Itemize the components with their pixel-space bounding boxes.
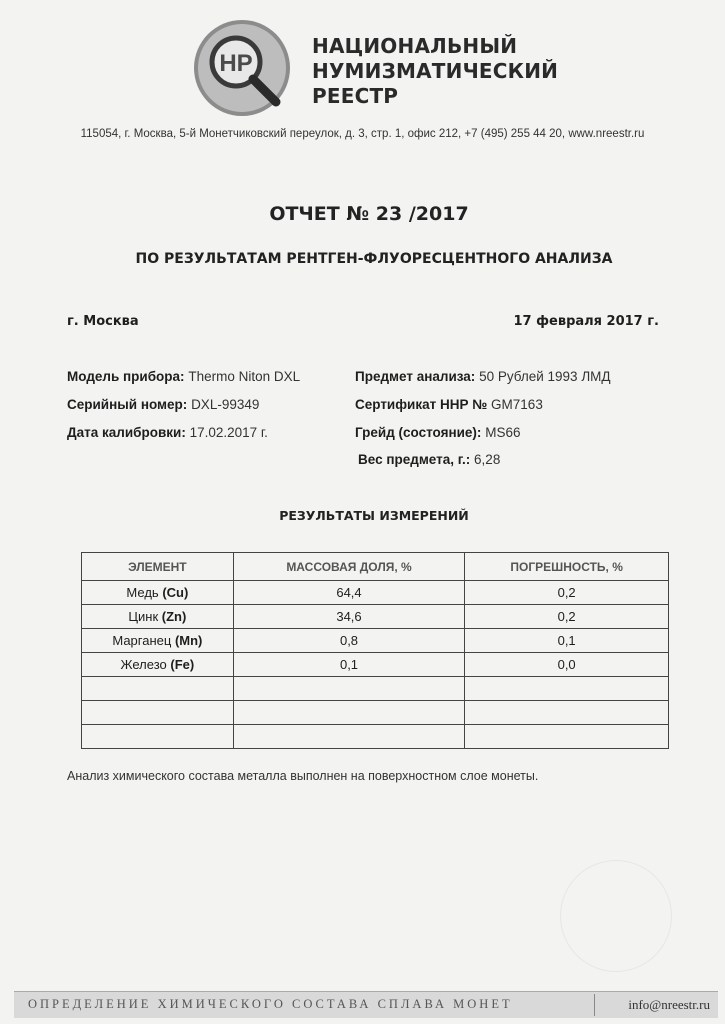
analysis-note: Анализ химического состава металла выполнен на поверхностном слое монеты. <box>67 769 539 783</box>
element-symbol: (Zn) <box>161 609 187 624</box>
serial-field <box>67 397 259 412</box>
subject-field <box>355 369 611 384</box>
column-header: ЭЛЕМЕНТ <box>82 553 234 581</box>
field-label: Сертификат ННР № <box>355 397 488 412</box>
device-model-field <box>67 369 300 384</box>
mass-cell: 34,6 <box>233 605 465 629</box>
element-cell <box>82 629 234 653</box>
element-cell <box>82 653 234 677</box>
empty-cell <box>233 701 465 725</box>
error-cell: 0,1 <box>465 629 669 653</box>
mass-cell: 0,1 <box>233 653 465 677</box>
report-city: г. Москва <box>67 314 139 329</box>
field-value: MS66 <box>485 425 521 440</box>
footer-bar <box>14 991 718 1018</box>
element-cell <box>82 581 234 605</box>
footer-tagline: ОПРЕДЕЛЕНИЕ ХИМИЧЕСКОГО СОСТАВА СПЛАВА МОНЕТ <box>28 997 513 1011</box>
org-name <box>312 34 558 109</box>
element-name: Цинк <box>128 609 159 624</box>
grade-field <box>355 425 520 440</box>
footer-divider <box>594 994 595 1016</box>
element-name: Марганец <box>112 633 172 648</box>
empty-cell <box>465 701 669 725</box>
element-cell <box>82 605 234 629</box>
field-value: 6,28 <box>474 452 501 467</box>
empty-row <box>82 725 669 749</box>
field-label: Модель прибора: <box>67 369 185 384</box>
calibration-field <box>67 425 268 440</box>
table-row <box>82 581 669 605</box>
org-name-line: РЕЕСТР <box>312 84 399 108</box>
empty-cell <box>465 725 669 749</box>
embossed-seal <box>560 860 672 972</box>
org-address: 115054, г. Москва, 5-й Монетчиковский переулок, д. 3, стр. 1, офис 212, +7 (495) 255 44 20, www.nreestr.ru <box>80 128 645 140</box>
report-subtitle: ПО РЕЗУЛЬТАТАМ РЕНТГЕН-ФЛУОРЕСЦЕНТНОГО АНАЛИЗА <box>135 251 613 267</box>
error-cell: 0,2 <box>465 581 669 605</box>
field-label: Грейд (состояние): <box>355 425 482 440</box>
table-row <box>82 629 669 653</box>
empty-cell <box>82 677 234 701</box>
certificate-field <box>355 397 543 412</box>
mass-cell: 64,4 <box>233 581 465 605</box>
empty-cell <box>82 701 234 725</box>
org-name-line: НАЦИОНАЛЬНЫЙ <box>312 34 518 58</box>
element-symbol: (Cu) <box>162 585 189 600</box>
field-value: DXL-99349 <box>191 397 260 412</box>
report-date: 17 февраля 2017 г. <box>513 314 659 329</box>
field-label: Предмет анализа: <box>355 369 476 384</box>
field-label: Дата калибровки: <box>67 425 186 440</box>
field-value: 50 Рублей 1993 ЛМД <box>479 369 611 384</box>
element-name: Железо <box>120 657 167 672</box>
table-row <box>82 605 669 629</box>
footer-email[interactable]: info@nreestr.ru <box>628 997 710 1012</box>
error-cell: 0,2 <box>465 605 669 629</box>
column-header: МАССОВАЯ ДОЛЯ, % <box>233 553 465 581</box>
empty-cell <box>233 677 465 701</box>
weight-field <box>358 452 500 467</box>
element-symbol: (Fe) <box>170 657 195 672</box>
logo <box>192 18 292 118</box>
empty-row <box>82 701 669 725</box>
field-value: GM7163 <box>491 397 543 412</box>
results-table <box>81 552 669 749</box>
field-value: 17.02.2017 г. <box>189 425 268 440</box>
logo-mark: НР <box>219 50 253 77</box>
empty-cell <box>465 677 669 701</box>
empty-row <box>82 677 669 701</box>
report-title: ОТЧЕТ № 23 /2017 <box>269 203 469 225</box>
org-name-line: НУМИЗМАТИЧЕСКИЙ <box>312 59 559 83</box>
empty-cell <box>233 725 465 749</box>
mass-cell: 0,8 <box>233 629 465 653</box>
field-value: Thermo Niton DXL <box>188 369 301 384</box>
element-name: Медь <box>126 585 159 600</box>
error-cell: 0,0 <box>465 653 669 677</box>
results-heading: РЕЗУЛЬТАТЫ ИЗМЕРЕНИЙ <box>279 508 469 523</box>
field-label: Серийный номер: <box>67 397 188 412</box>
element-symbol: (Mn) <box>174 633 203 648</box>
column-header: ПОГРЕШНОСТЬ, % <box>465 553 669 581</box>
empty-cell <box>82 725 234 749</box>
table-row <box>82 653 669 677</box>
field-label: Вес предмета, г.: <box>358 452 471 467</box>
table-header-row <box>82 553 669 581</box>
